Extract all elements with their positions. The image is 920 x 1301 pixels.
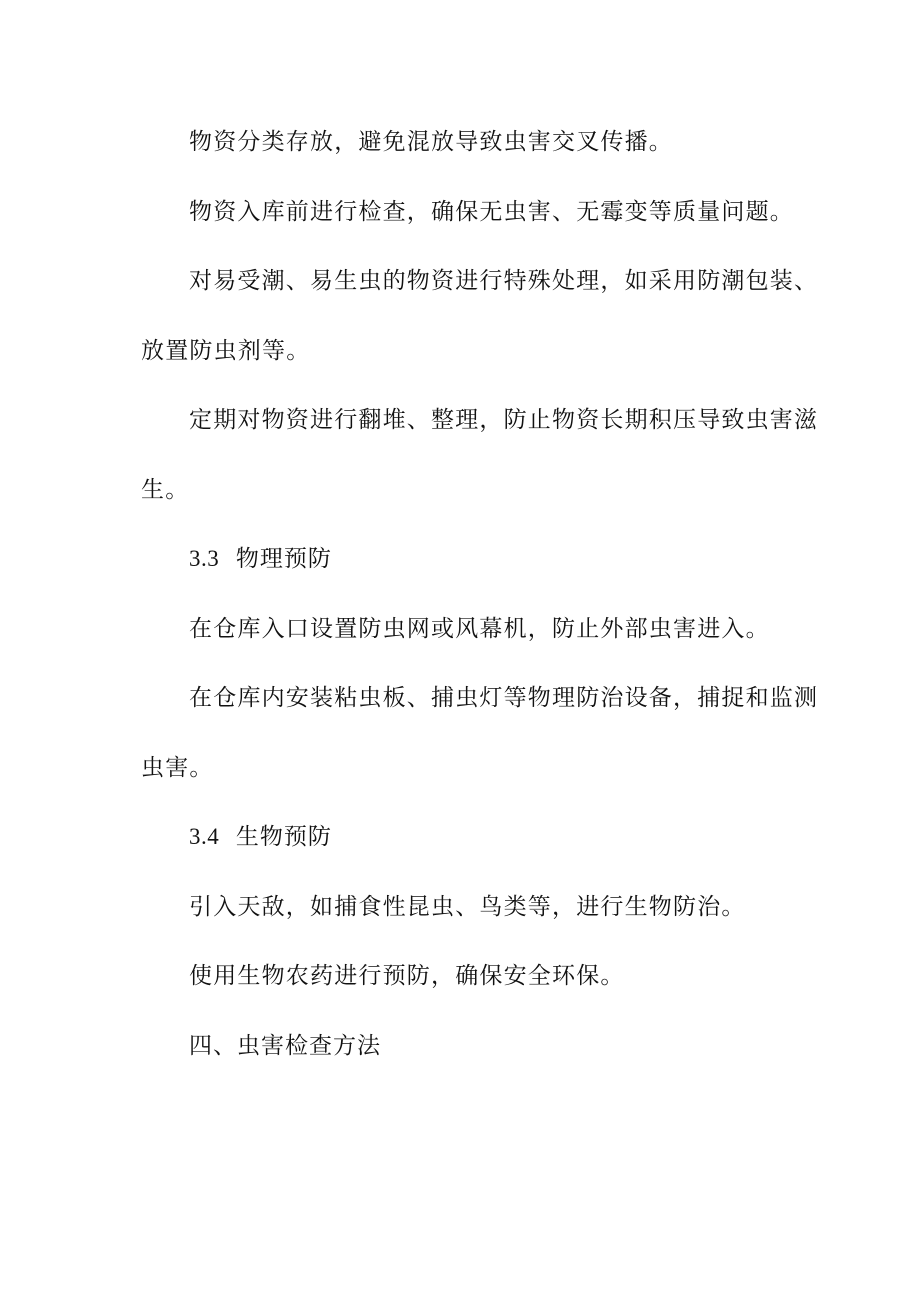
paragraph-line: 对易受潮、易生虫的物资进行特殊处理，如采用防潮包装、 xyxy=(189,268,819,294)
paragraph-line: 放置防虫剂等。 xyxy=(141,338,311,364)
paragraph-line: 使用生物农药进行预防，确保安全环保。 xyxy=(189,963,625,989)
paragraph-line: 物资入库前进行检查，确保无虫害、无霉变等质量问题。 xyxy=(189,199,794,225)
paragraph-line: 虫害。 xyxy=(141,755,214,781)
chapter-heading: 四、虫害检查方法 xyxy=(189,1033,381,1059)
section-title: 生物预防 xyxy=(235,824,332,850)
section-number: 3.4 xyxy=(189,824,220,849)
paragraph-line: 物资分类存放，避免混放导致虫害交叉传播。 xyxy=(189,129,673,155)
section-title: 物理预防 xyxy=(235,546,332,572)
paragraph-line: 引入天敌，如捕食性昆虫、鸟类等，进行生物防治。 xyxy=(189,894,746,920)
paragraph-line: 生。 xyxy=(141,477,190,503)
paragraph-line: 在仓库入口设置防虫网或风幕机，防止外部虫害进入。 xyxy=(189,616,770,642)
section-heading-3-4 xyxy=(189,822,332,852)
section-number: 3.3 xyxy=(189,546,220,571)
paragraph-line: 定期对物资进行翻堆、整理，防止物资长期积压导致虫害滋 xyxy=(189,407,819,433)
section-heading-3-3 xyxy=(189,544,332,574)
paragraph-line: 在仓库内安装粘虫板、捕虫灯等物理防治设备，捕捉和监测 xyxy=(189,685,819,711)
